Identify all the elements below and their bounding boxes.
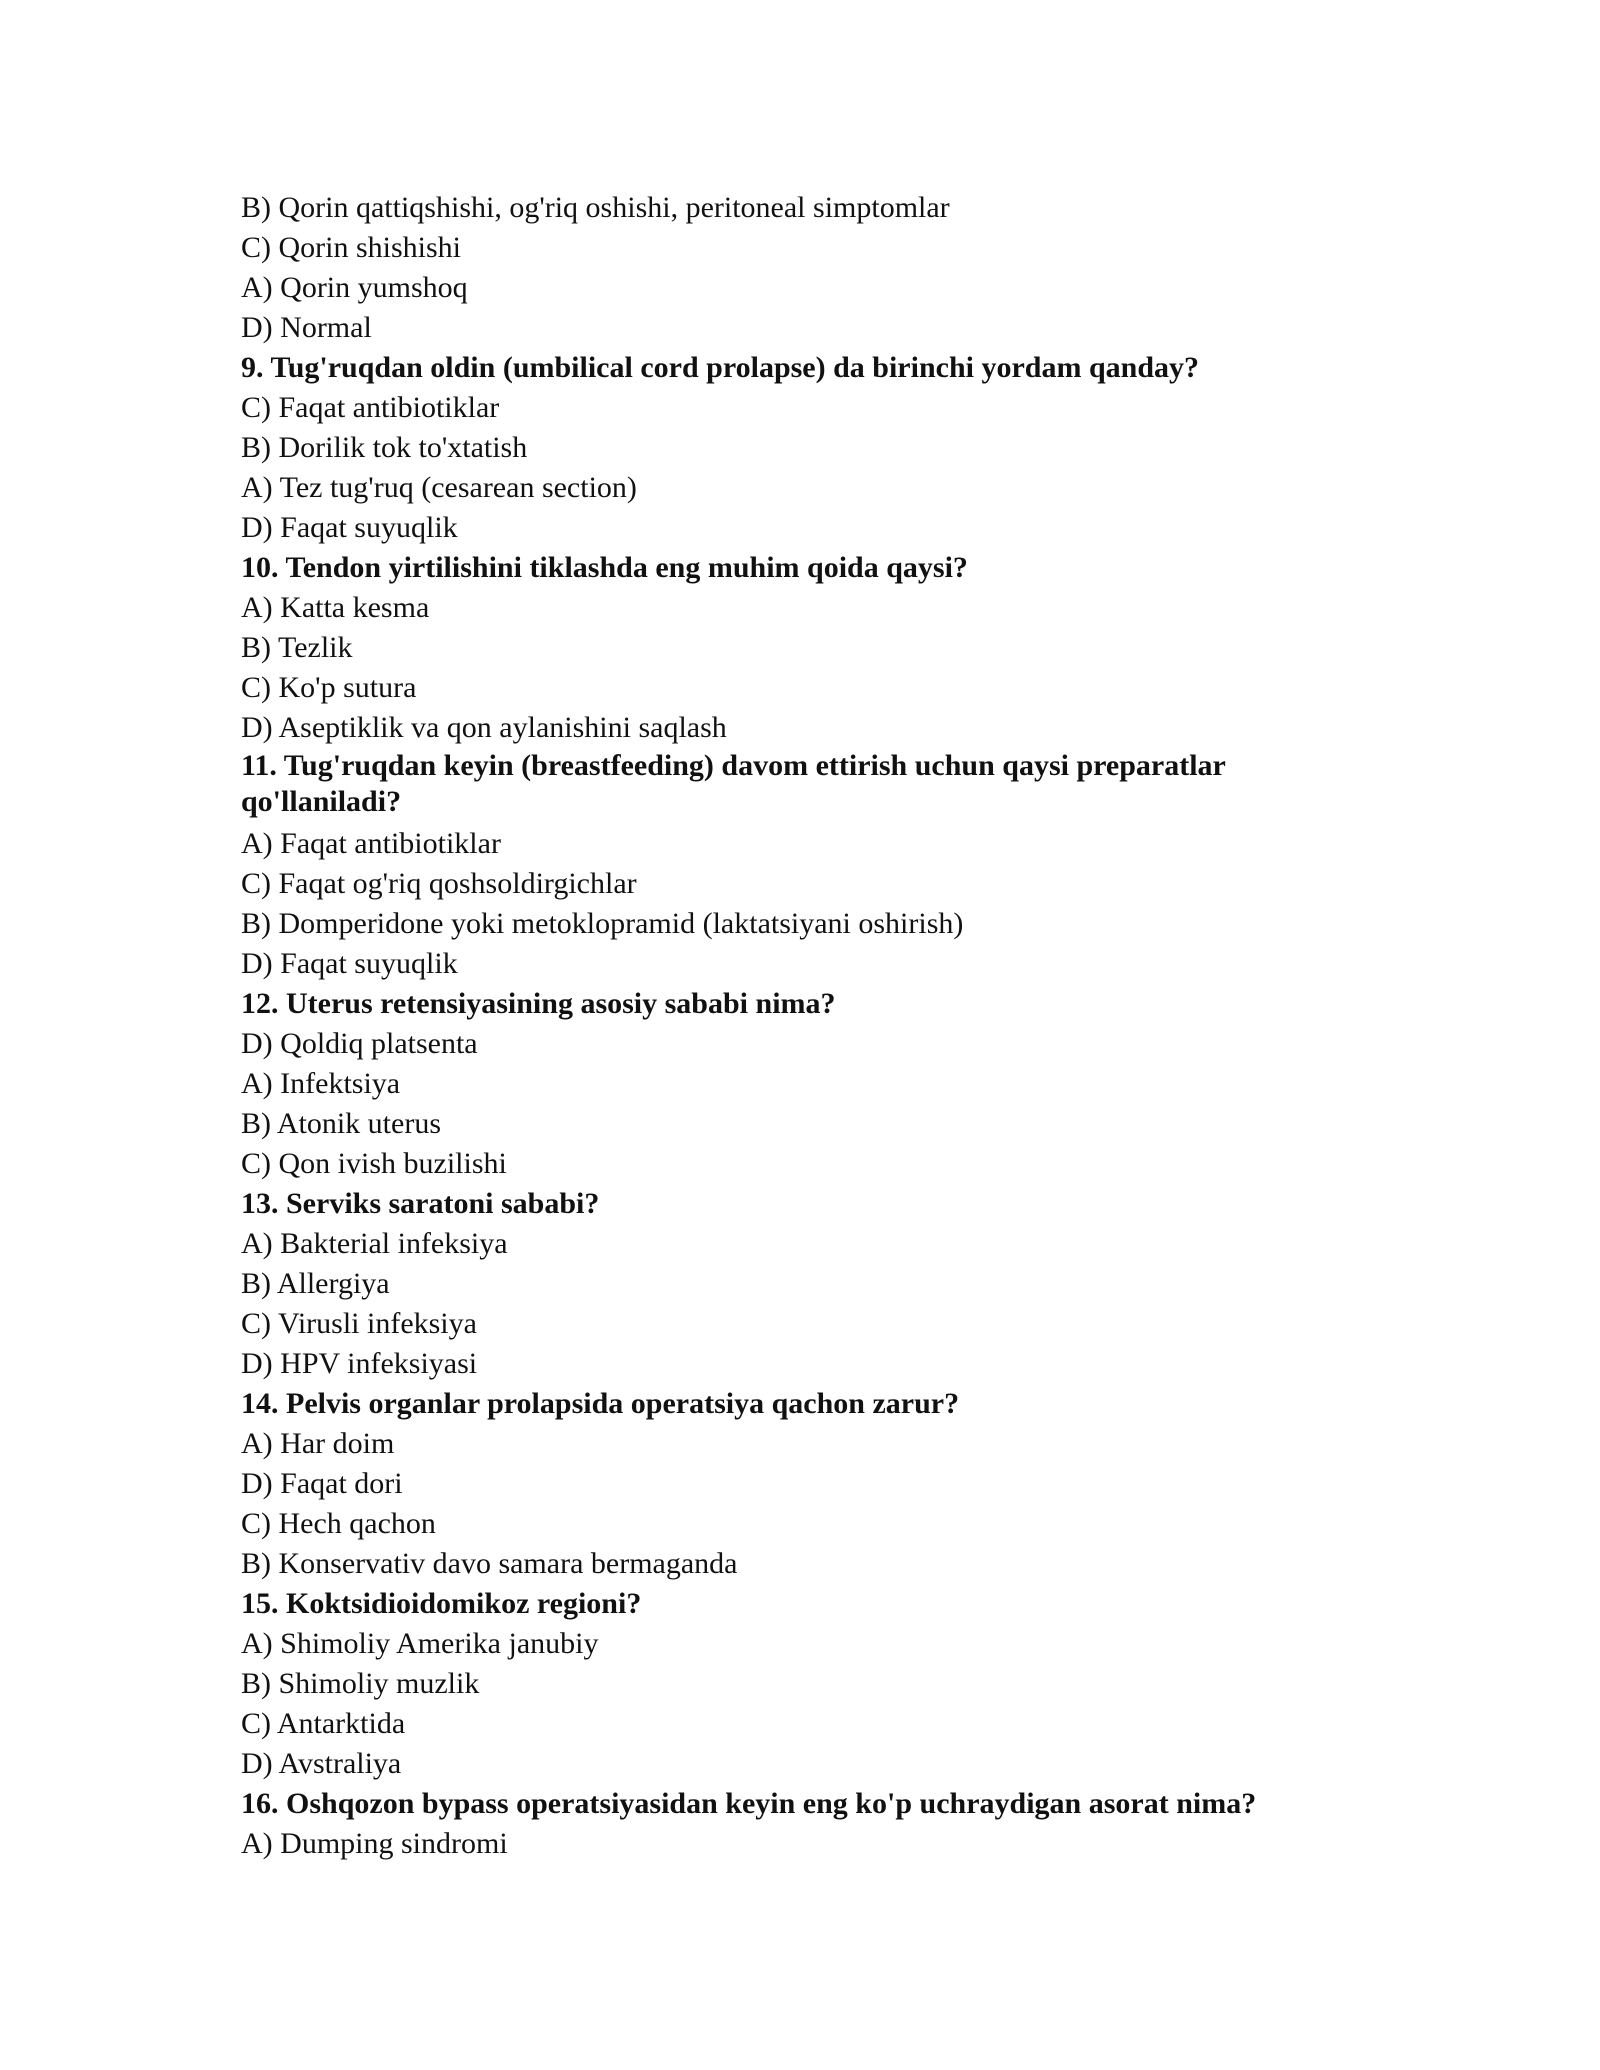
question-heading: 14. Pelvis organlar prolapsida operatsiya qachon zarur? — [241, 1387, 960, 1420]
answer-option: C) Qon ivish buzilishi — [241, 1147, 507, 1180]
answer-option: B) Tezlik — [241, 631, 353, 664]
answer-option: D) Normal — [241, 311, 372, 344]
answer-option: B) Atonik uterus — [241, 1107, 441, 1140]
question-heading: 11. Tug'ruqdan keyin (breastfeeding) davom ettirish uchun qaysi preparatlar qo'llaniladi? — [241, 749, 1226, 818]
answer-option: B) Dorilik tok to'xtatish — [241, 431, 528, 464]
answer-option: C) Virusli infeksiya — [241, 1307, 477, 1340]
answer-option: A) Katta kesma — [241, 591, 430, 624]
answer-option: A) Bakterial infeksiya — [241, 1227, 508, 1260]
answer-option: A) Faqat antibiotiklar — [241, 827, 501, 860]
answer-option: A) Infektsiya — [241, 1067, 401, 1100]
answer-option: C) Antarktida — [241, 1707, 406, 1740]
answer-option: D) HPV infeksiyasi — [241, 1347, 478, 1380]
answer-option: A) Tez tug'ruq (cesarean section) — [241, 471, 637, 504]
question-heading: 15. Koktsidioidomikoz regioni? — [241, 1587, 642, 1620]
answer-option: B) Qorin qattiqshishi, og'riq oshishi, peritoneal simptomlar — [241, 191, 950, 224]
question-heading: 12. Uterus retensiyasining asosiy sababi nima? — [241, 987, 836, 1020]
answer-option: C) Faqat antibiotiklar — [241, 391, 500, 424]
question-heading: 16. Oshqozon bypass operatsiyasidan keyin eng ko'p uchraydigan asorat nima? — [241, 1787, 1257, 1820]
answer-option: D) Aseptiklik va qon aylanishini saqlash — [241, 711, 727, 744]
answer-option: D) Faqat dori — [241, 1467, 403, 1500]
answer-option: D) Qoldiq platsenta — [241, 1027, 478, 1060]
answer-option: C) Qorin shishishi — [241, 231, 462, 264]
answer-option: D) Avstraliya — [241, 1747, 402, 1780]
answer-option: C) Ko'p sutura — [241, 671, 417, 704]
answer-option: B) Konservativ davo samara bermaganda — [241, 1547, 738, 1580]
answer-option: A) Har doim — [241, 1427, 395, 1460]
answer-option: C) Hech qachon — [241, 1507, 436, 1540]
answer-option: D) Faqat suyuqlik — [241, 511, 458, 544]
answer-option: B) Shimoliy muzlik — [241, 1667, 480, 1700]
answer-option: C) Faqat og'riq qoshsoldirgichlar — [241, 867, 637, 900]
question-heading: 10. Tendon yirtilishini tiklashda eng muhim qoida qaysi? — [241, 551, 968, 584]
question-heading: 9. Tug'ruqdan oldin (umbilical cord prolapse) da birinchi yordam qanday? — [241, 351, 1200, 384]
question-heading: 13. Serviks saratoni sababi? — [241, 1187, 600, 1220]
answer-option: D) Faqat suyuqlik — [241, 947, 458, 980]
document-body — [241, 188, 1361, 1864]
answer-option: B) Allergiya — [241, 1267, 390, 1300]
answer-option: A) Dumping sindromi — [241, 1827, 508, 1860]
answer-option: A) Qorin yumshoq — [241, 271, 468, 304]
answer-option: B) Domperidone yoki metoklopramid (laktatsiyani oshirish) — [241, 907, 964, 940]
answer-option: A) Shimoliy Amerika janubiy — [241, 1627, 599, 1660]
